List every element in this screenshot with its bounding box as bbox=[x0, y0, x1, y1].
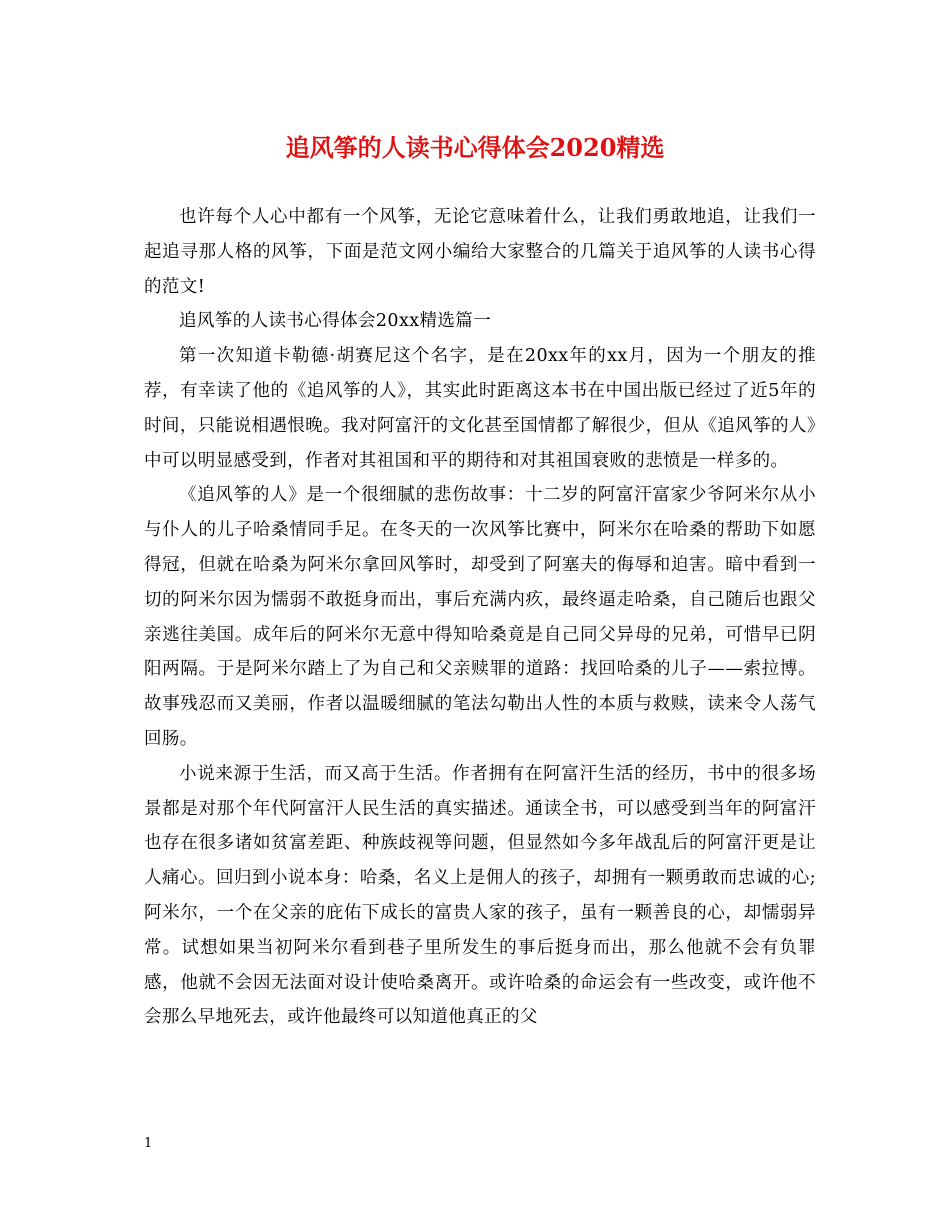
intro-paragraph: 也许每个人心中都有一个风筝，无论它意味着什么，让我们勇敢地追，让我们一起追寻那人格的风筝，下面是范文网小编给大家整合的几篇关于追风筝的人读书心得的范文! bbox=[144, 207, 816, 297]
page-number: 1 bbox=[144, 1136, 153, 1151]
body-paragraph: 《追风筝的人》是一个很细腻的悲伤故事：十二岁的阿富汗富家少爷阿米尔从小与仆人的儿子哈桑情同手足。在冬天的一次风筝比赛中，阿米尔在哈桑的帮助下如愿得冠，但就在哈桑为阿米尔拿回风筝时，却受到了阿塞夫的侮辱和迫害。暗中看到一切的阿米尔因为懦弱不敢挺身而出，事后充满内疚，最终逼走哈桑，自己随后也跟父亲逃往美国。成年后的阿米尔无意中得知哈桑竟是自己同父异母的兄弟，可惜早已阴阳两隔。于是阿米尔踏上了为自己和父亲赎罪的道路：找回哈桑的儿子——索拉博。故事残忍而又美丽，作者以温暖细腻的笔法勾勒出人性的本质与救赎，读来令人荡气回肠。 bbox=[144, 485, 816, 749]
document-body bbox=[144, 200, 816, 1035]
section-heading: 追风筝的人读书心得体会20xx精选篇一 bbox=[179, 311, 492, 332]
body-paragraph: 第一次知道卡勒德·胡赛尼这个名字，是在20xx年的xx月，因为一个朋友的推荐，有幸读了他的《追风筝的人》，其实此时距离这本书在中国出版已经过了近5年的时间，只能说相遇恨晚。我对阿富汗的文化甚至国情都了解很少，但从《追风筝的人》中可以明显感受到，作者对其祖国和平的期待和对其祖国衰败的悲愤是一样多的。 bbox=[144, 346, 816, 471]
body-paragraph: 小说来源于生活，而又高于生活。作者拥有在阿富汗生活的经历，书中的很多场景都是对那个年代阿富汗人民生活的真实描述。通读全书，可以感受到当年的阿富汗也存在很多诸如贫富差距、种族歧视等问题，但显然如今多年战乱后的阿富汗更是让人痛心。回归到小说本身：哈桑，名义上是佣人的孩子，却拥有一颗勇敢而忠诚的心;阿米尔，一个在父亲的庇佑下成长的富贵人家的孩子，虽有一颗善良的心，却懦弱异常。试想如果当初阿米尔看到巷子里所发生的事后挺身而出，那么他就不会有负罪感，他就不会因无法面对设计使哈桑离开。或许哈桑的命运会有一些改变，或许他不会那么早地死去，或许他最终可以知道他真正的父 bbox=[144, 763, 816, 1028]
document-title: 追风筝的人读书心得体会2020精选 bbox=[285, 133, 665, 162]
